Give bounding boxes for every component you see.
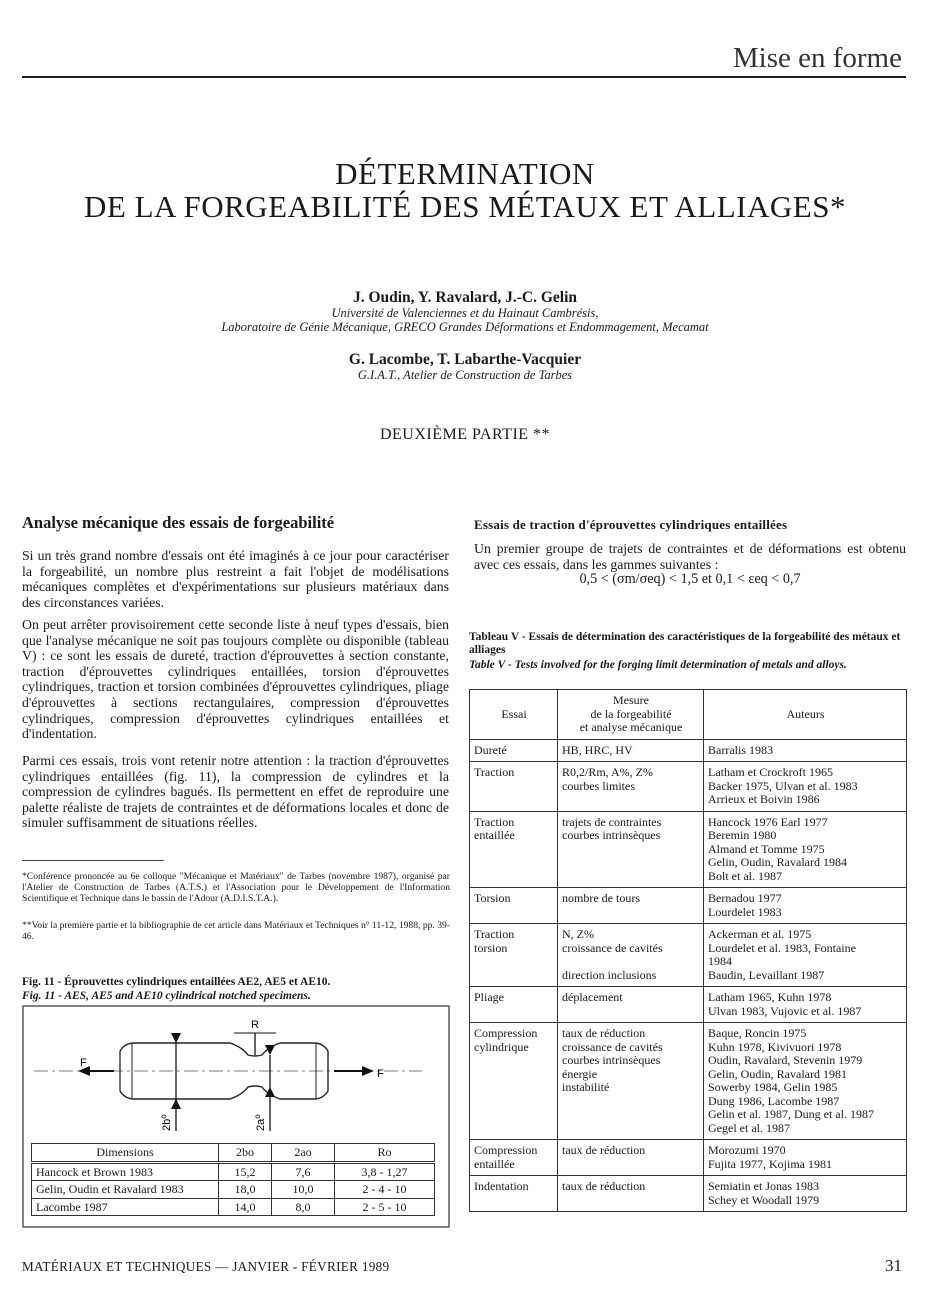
page-number: 31 (885, 1256, 902, 1275)
table-header-mesure: Mesure de la forgeabilité et analyse mécanique (558, 690, 704, 740)
table-cell: taux de réduction (558, 1176, 704, 1212)
table-cell: Morozumi 1970 Fujita 1977, Kojima 1981 (704, 1140, 907, 1176)
table-cell: Hancock et Brown 1983 (32, 1162, 219, 1181)
table-cell: déplacement (558, 987, 704, 1023)
table-cell: Barralis 1983 (704, 739, 907, 762)
table-cell: Indentation (470, 1176, 558, 1212)
title-line-2: DE LA FORGEABILITÉ DES MÉTAUX ET ALLIAGES* (84, 189, 846, 224)
table-row (470, 1176, 907, 1212)
formula: 0,5 < (σm/σeq) < 1,5 et 0,1 < εeq < 0,7 (579, 571, 801, 587)
table-caption-fr: Tableau V - Essais de détermination des caractéristiques de la forgeabilité des métaux et alliages (469, 631, 901, 656)
footnote-1: *Conférence prononcée au 6e colloque "Mécanique et Matériaux" de Tarbes (novembre 1987), organisé par l'Atelier de Construction de Tarbes (A.T.S.) et l'Association pour le Développement de l'Information Scientifique et Technique dans le bassin de l'Adour (A.D.I.S.T.A.). (22, 871, 450, 904)
figure-caption-fr: Fig. 11 - Éprouvettes cylindriques entaillées AE2, AE5 et AE10. (22, 976, 331, 988)
table-cell: N, Z% croissance de cavités direction inclusions (558, 924, 704, 987)
header-rule (22, 76, 906, 78)
paragraph-1: Si un très grand nombre d'essais ont été imaginés à ce jour pour caractériser la forgeabilité, un nombre plus restreint a fait l'objet de modélisations mécaniques complètes et d'expérimentations sur plusieurs matériaux dans des circonstances variées. (22, 548, 449, 610)
table-row (470, 762, 907, 812)
table-cell: Bernadou 1977 Lourdelet 1983 (704, 888, 907, 924)
table-row (470, 888, 907, 924)
table-cell: Compression cylindrique (470, 1023, 558, 1140)
table-cell: Torsion (470, 888, 558, 924)
figure-caption-en: Fig. 11 - AES, AE5 and AE10 cylindrical notched specimens. (22, 990, 311, 1002)
table-cell: 10,0 (272, 1181, 335, 1199)
section-heading-left: Analyse mécanique des essais de forgeabilité (22, 513, 335, 532)
table-cell: Traction torsion (470, 924, 558, 987)
table-cell: 2 - 5 - 10 (335, 1198, 435, 1216)
affiliation-2: Laboratoire de Génie Mécanique, GRECO Grandes Déformations et Endommagement, Mecamat (221, 320, 709, 334)
table-cell: Traction (470, 762, 558, 812)
table-row (470, 924, 907, 987)
footnote-2: **Voir la première partie et la bibliographie de cet article dans Matériaux et Techniques n° 11-12, 1988, pp. 39-46. (22, 920, 450, 942)
table-cell: Latham et Crockroft 1965 Backer 1975, Ulvan et al. 1983 Arrieux et Boivin 1986 (704, 762, 907, 812)
table-cell: 2 - 4 - 10 (335, 1181, 435, 1199)
table-cell: Baque, Roncin 1975 Kuhn 1978, Kivivuori 1978 Oudin, Ravalard, Stevenin 1979 Gelin, Oudin, Ravalard 1981 Sowerby 1984, Gelin 1985 Dung 1986, Lacombe 1987 Gelin et al. 1987, Dung et al. 1987 Gegel et al. 1987 (704, 1023, 907, 1140)
table-row (470, 1023, 907, 1140)
dimension-2a-label: $2a^o$ (253, 1114, 267, 1131)
table-cell: Ackerman et al. 1975 Lourdelet et al. 1983, Fontaine 1984 Baudin, Levaillant 1987 (704, 924, 907, 987)
table-cell: R0,2/Rm, A%, Z% courbes limites (558, 762, 704, 812)
table-cell: 3,8 - 1,27 (335, 1162, 435, 1181)
section-header: Mise en forme (732, 42, 902, 74)
table-cell: 18,0 (219, 1181, 272, 1199)
table-caption-en: Table V - Tests involved for the forging limit determination of metals and alloys. (469, 659, 847, 671)
table-cell: 15,2 (219, 1162, 272, 1181)
table-cell: Pliage (470, 987, 558, 1023)
table-cell: HB, HRC, HV (558, 739, 704, 762)
table-cell: Compression entaillée (470, 1140, 558, 1176)
affiliation-3: G.I.A.T., Atelier de Construction de Tarbes (357, 368, 573, 382)
dimension-2b-label: $2b^o$ (159, 1114, 173, 1131)
radius-label: R (251, 1019, 259, 1031)
table-header-essai: Essai (470, 690, 558, 740)
dims-header-r: Ro (335, 1144, 435, 1163)
table-cell: Semiatin et Jonas 1983 Schey et Woodall 1979 (704, 1176, 907, 1212)
authors-group-2: G. Lacombe, T. Labarthe-Vacquier (348, 351, 582, 368)
table-cell: taux de réduction (558, 1140, 704, 1176)
table-cell: Latham 1965, Kuhn 1978 Ulvan 1983, Vujovic et al. 1987 (704, 987, 907, 1023)
dims-header-2a: 2ao (272, 1144, 335, 1163)
table-cell: Hancock 1976 Earl 1977 Beremin 1980 Almand et Tomme 1975 Gelin, Oudin, Ravalard 1984 Bolt et al. 1987 (704, 811, 907, 888)
dims-header-dimensions: Dimensions (32, 1144, 219, 1163)
table-cell: 14,0 (219, 1198, 272, 1216)
table-row (470, 987, 907, 1023)
table-cell: trajets de contraintes courbes intrinsèques (558, 811, 704, 888)
table-cell: Traction entaillée (470, 811, 558, 888)
paragraph-2: On peut arrêter provisoirement cette seconde liste à neuf types d'essais, bien que l'analyse mécanique ne soit pas toujours complète ou disponible (tableau V) : ce sont les essais de dureté, traction d'éprouvettes à section constante, traction d'éprouvettes cylindriques entaillées, torsion d'éprouvettes cylindriques, traction et torsion combinées d'éprouvettes cylindriques, pliage d'éprouvettes à sections rectangulaires, compression d'éprouvettes cylindriques, compression d'éprouvettes cylindriques entaillées et d'indentation. (22, 617, 449, 742)
affiliation-1: Université de Valenciennes et du Hainaut Cambrésis, (331, 306, 599, 320)
table-v (469, 689, 907, 1212)
table-row (470, 811, 907, 888)
section-heading-right: Essais de traction d'éprouvettes cylindriques entaillées (474, 517, 788, 532)
journal-footer: MATÉRIAUX ET TECHNIQUES — JANVIER - FÉVRIER 1989 (22, 1259, 390, 1274)
dims-header-2b: 2bo (219, 1144, 272, 1163)
title-line-1: DÉTERMINATION (335, 156, 595, 191)
table-row (470, 1140, 907, 1176)
table-cell: Lacombe 1987 (32, 1198, 219, 1216)
table-row (470, 739, 907, 762)
footnote-rule (22, 860, 164, 861)
table-cell: 7,6 (272, 1162, 335, 1181)
dimensions-table (31, 1143, 435, 1216)
table-cell: taux de réduction croissance de cavités courbes intrinsèques énergie instabilité (558, 1023, 704, 1140)
table-cell: Dureté (470, 739, 558, 762)
force-right-label: F (377, 1068, 384, 1080)
authors-group-1: J. Oudin, Y. Ravalard, J.-C. Gelin (352, 289, 578, 306)
part-heading: DEUXIÈME PARTIE ** (379, 426, 551, 443)
table-cell: nombre de tours (558, 888, 704, 924)
paragraph-3: Parmi ces essais, trois vont retenir notre attention : la traction d'éprouvettes cylindriques entaillées (fig. 11), la compression de cylindres et la compression de cylindres bagués. Ils permettent en effet de reproduire une palette réaliste de trajets de contraintes et de déformations locales et donc de simuler suffisamment de situations réelles. (22, 753, 449, 831)
table-cell: Gelin, Oudin et Ravalard 1983 (32, 1181, 219, 1199)
table-header-auteurs: Auteurs (704, 690, 907, 740)
paragraph-right-1: Un premier groupe de trajets de contraintes et de déformations est obtenu avec ces essais, dans les gammes suivantes : (474, 541, 906, 572)
force-left-label: F (80, 1057, 87, 1069)
table-cell: 8,0 (272, 1198, 335, 1216)
